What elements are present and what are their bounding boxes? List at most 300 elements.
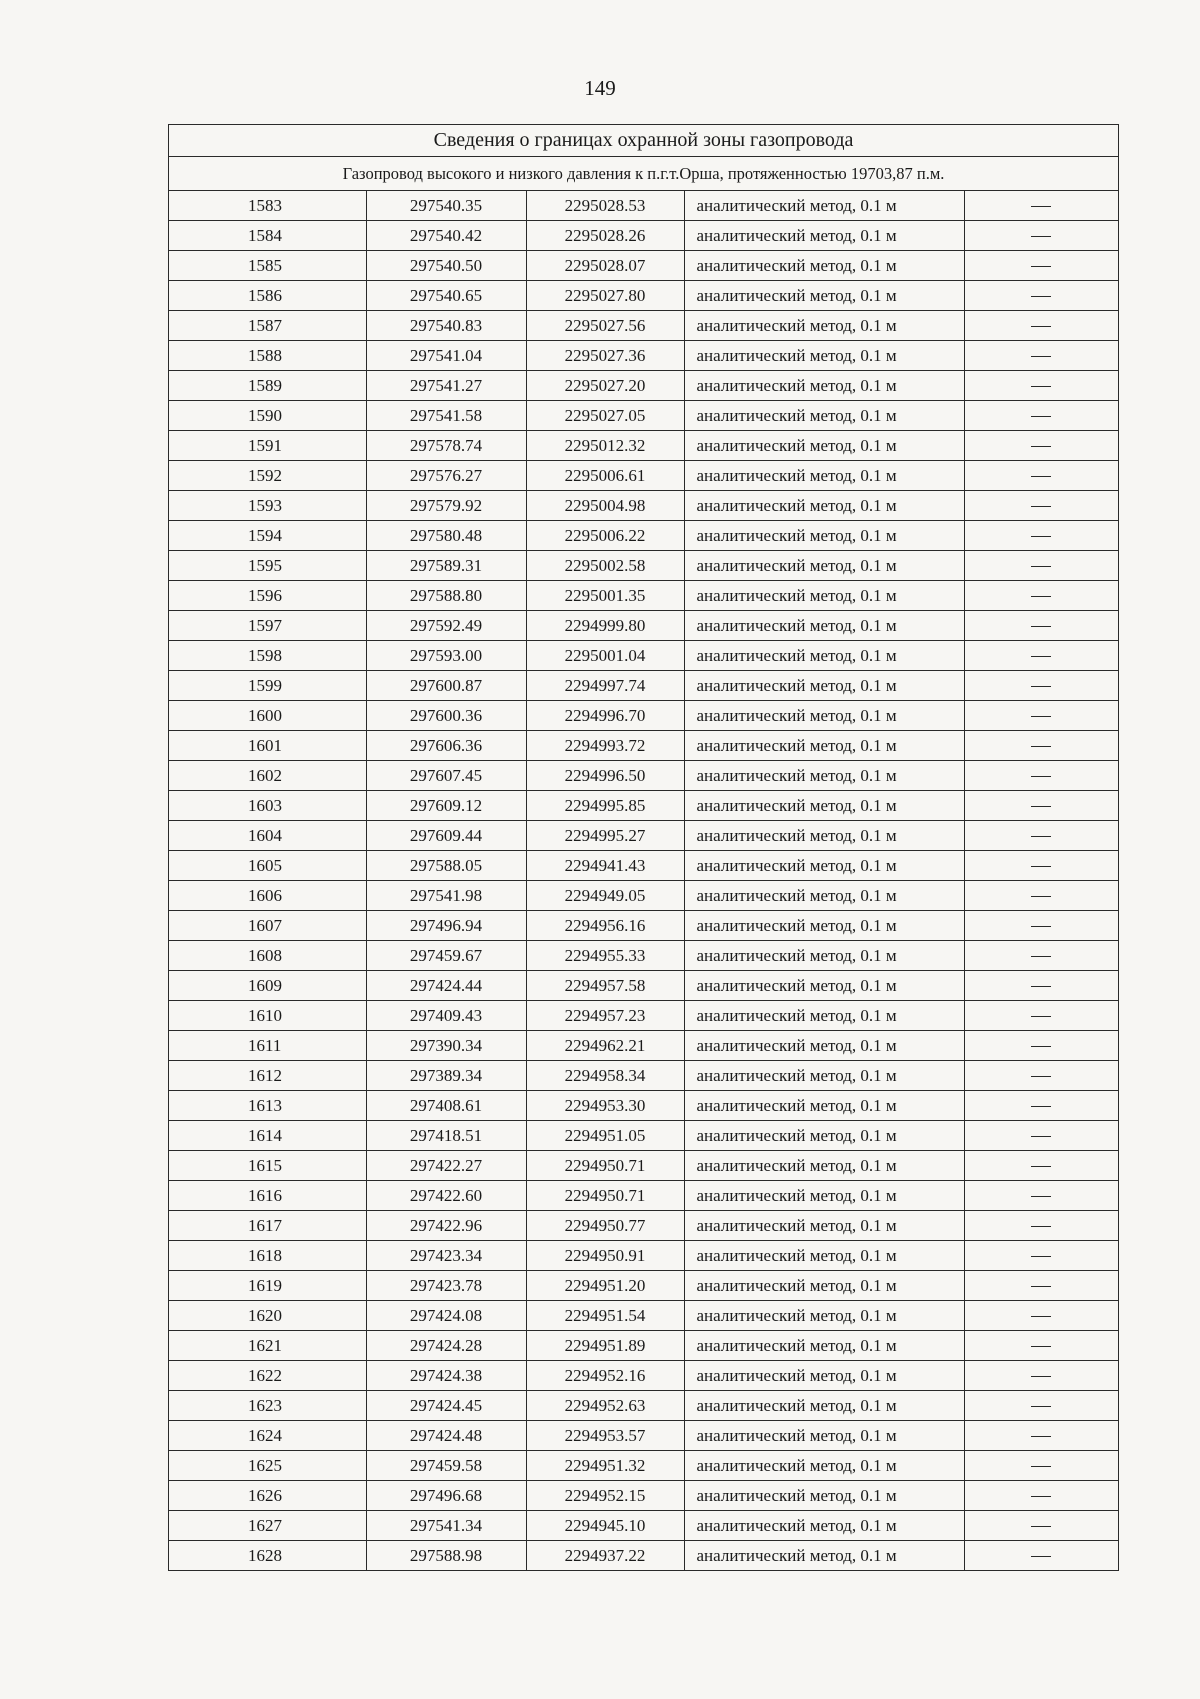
table-row [169,221,1118,251]
empty-value-dash [1031,1436,1051,1437]
description-cell [964,701,1118,731]
method-cell: аналитический метод, 0.1 м [684,641,964,671]
empty-value-dash [1031,356,1051,357]
y-coordinate-cell: 2294951.05 [526,1121,684,1151]
description-cell [964,761,1118,791]
x-coordinate-cell: 297593.00 [366,641,526,671]
method-cell: аналитический метод, 0.1 м [684,1001,964,1031]
method-cell: аналитический метод, 0.1 м [684,881,964,911]
description-cell [964,461,1118,491]
x-coordinate-cell: 297424.44 [366,971,526,1001]
description-cell [964,1421,1118,1451]
point-number-cell: 1618 [169,1241,366,1271]
table-row [169,881,1118,911]
table-row [169,1301,1118,1331]
x-coordinate-cell: 297576.27 [366,461,526,491]
x-coordinate-cell: 297606.36 [366,731,526,761]
point-number-cell: 1583 [169,191,366,221]
table-row [169,671,1118,701]
table-row [169,1331,1118,1361]
coordinates-table [169,191,1118,1570]
description-cell [964,1241,1118,1271]
empty-value-dash [1031,236,1051,237]
y-coordinate-cell: 2295004.98 [526,491,684,521]
empty-value-dash [1031,836,1051,837]
description-cell [964,1031,1118,1061]
empty-value-dash [1031,1076,1051,1077]
page-number: 149 [584,76,616,100]
description-cell [964,1061,1118,1091]
point-number-cell: 1623 [169,1391,366,1421]
x-coordinate-cell: 297424.28 [366,1331,526,1361]
point-number-cell: 1619 [169,1271,366,1301]
x-coordinate-cell: 297588.98 [366,1541,526,1571]
description-cell [964,1481,1118,1511]
description-cell [964,791,1118,821]
point-number-cell: 1598 [169,641,366,671]
method-cell: аналитический метод, 0.1 м [684,851,964,881]
point-number-cell: 1584 [169,221,366,251]
empty-value-dash [1031,656,1051,657]
point-number-cell: 1609 [169,971,366,1001]
point-number-cell: 1597 [169,611,366,641]
description-cell [964,521,1118,551]
description-cell [964,281,1118,311]
y-coordinate-cell: 2294951.32 [526,1451,684,1481]
empty-value-dash [1031,1526,1051,1527]
point-number-cell: 1627 [169,1511,366,1541]
method-cell: аналитический метод, 0.1 м [684,731,964,761]
empty-value-dash [1031,746,1051,747]
x-coordinate-cell: 297408.61 [366,1091,526,1121]
table-row [169,971,1118,1001]
y-coordinate-cell: 2295006.22 [526,521,684,551]
point-number-cell: 1616 [169,1181,366,1211]
description-cell [964,551,1118,581]
table-row [169,731,1118,761]
description-cell [964,1121,1118,1151]
empty-value-dash [1031,446,1051,447]
table-row [169,491,1118,521]
empty-value-dash [1031,686,1051,687]
y-coordinate-cell: 2294941.43 [526,851,684,881]
description-cell [964,821,1118,851]
empty-value-dash [1031,926,1051,927]
y-coordinate-cell: 2294957.58 [526,971,684,1001]
table-row [169,191,1118,221]
empty-value-dash [1031,626,1051,627]
point-number-cell: 1626 [169,1481,366,1511]
y-coordinate-cell: 2295001.35 [526,581,684,611]
x-coordinate-cell: 297424.08 [366,1301,526,1331]
x-coordinate-cell: 297541.27 [366,371,526,401]
table-row [169,341,1118,371]
x-coordinate-cell: 297424.45 [366,1391,526,1421]
table-row [169,551,1118,581]
method-cell: аналитический метод, 0.1 м [684,551,964,581]
y-coordinate-cell: 2294949.05 [526,881,684,911]
description-cell [964,221,1118,251]
description-cell [964,1271,1118,1301]
point-number-cell: 1589 [169,371,366,401]
y-coordinate-cell: 2294953.57 [526,1421,684,1451]
table-row [169,371,1118,401]
y-coordinate-cell: 2294951.89 [526,1331,684,1361]
empty-value-dash [1031,1016,1051,1017]
y-coordinate-cell: 2294952.16 [526,1361,684,1391]
table-row [169,1091,1118,1121]
description-cell [964,491,1118,521]
method-cell: аналитический метод, 0.1 м [684,1541,964,1571]
y-coordinate-cell: 2294962.21 [526,1031,684,1061]
empty-value-dash [1031,866,1051,867]
point-number-cell: 1599 [169,671,366,701]
method-cell: аналитический метод, 0.1 м [684,341,964,371]
empty-value-dash [1031,1136,1051,1137]
x-coordinate-cell: 297422.60 [366,1181,526,1211]
table-row [169,281,1118,311]
table-row [169,1121,1118,1151]
point-number-cell: 1586 [169,281,366,311]
method-cell: аналитический метод, 0.1 м [684,1241,964,1271]
table-row [169,1031,1118,1061]
empty-value-dash [1031,296,1051,297]
description-cell [964,641,1118,671]
point-number-cell: 1606 [169,881,366,911]
empty-value-dash [1031,266,1051,267]
x-coordinate-cell: 297424.38 [366,1361,526,1391]
description-cell [964,1091,1118,1121]
description-cell [964,311,1118,341]
method-cell: аналитический метод, 0.1 м [684,581,964,611]
method-cell: аналитический метод, 0.1 м [684,281,964,311]
point-number-cell: 1628 [169,1541,366,1571]
x-coordinate-cell: 297607.45 [366,761,526,791]
description-cell [964,1001,1118,1031]
table-row [169,251,1118,281]
method-cell: аналитический метод, 0.1 м [684,401,964,431]
table-row [169,821,1118,851]
empty-value-dash [1031,416,1051,417]
x-coordinate-cell: 297609.12 [366,791,526,821]
description-cell [964,581,1118,611]
empty-value-dash [1031,596,1051,597]
table-row [169,521,1118,551]
y-coordinate-cell: 2294937.22 [526,1541,684,1571]
empty-value-dash [1031,1196,1051,1197]
x-coordinate-cell: 297540.65 [366,281,526,311]
y-coordinate-cell: 2295027.20 [526,371,684,401]
description-cell [964,1391,1118,1421]
table-row [169,1241,1118,1271]
table-row [169,791,1118,821]
method-cell: аналитический метод, 0.1 м [684,1121,964,1151]
y-coordinate-cell: 2294952.63 [526,1391,684,1421]
y-coordinate-cell: 2294997.74 [526,671,684,701]
description-cell [964,251,1118,281]
point-number-cell: 1588 [169,341,366,371]
empty-value-dash [1031,1226,1051,1227]
description-cell [964,1151,1118,1181]
empty-value-dash [1031,506,1051,507]
y-coordinate-cell: 2294951.54 [526,1301,684,1331]
method-cell: аналитический метод, 0.1 м [684,1151,964,1181]
x-coordinate-cell: 297592.49 [366,611,526,641]
method-cell: аналитический метод, 0.1 м [684,521,964,551]
point-number-cell: 1603 [169,791,366,821]
empty-value-dash [1031,986,1051,987]
x-coordinate-cell: 297588.80 [366,581,526,611]
description-cell [964,1511,1118,1541]
method-cell: аналитический метод, 0.1 м [684,1271,964,1301]
x-coordinate-cell: 297578.74 [366,431,526,461]
method-cell: аналитический метод, 0.1 м [684,1031,964,1061]
table-row [169,461,1118,491]
table-row [169,1001,1118,1031]
description-cell [964,1211,1118,1241]
table-row [169,1481,1118,1511]
y-coordinate-cell: 2294950.71 [526,1181,684,1211]
y-coordinate-cell: 2294996.50 [526,761,684,791]
x-coordinate-cell: 297540.83 [366,311,526,341]
x-coordinate-cell: 297423.34 [366,1241,526,1271]
x-coordinate-cell: 297541.98 [366,881,526,911]
y-coordinate-cell: 2295027.56 [526,311,684,341]
table-row [169,701,1118,731]
x-coordinate-cell: 297540.35 [366,191,526,221]
empty-value-dash [1031,1256,1051,1257]
point-number-cell: 1611 [169,1031,366,1061]
x-coordinate-cell: 297422.96 [366,1211,526,1241]
description-cell [964,1541,1118,1571]
y-coordinate-cell: 2294950.77 [526,1211,684,1241]
x-coordinate-cell: 297418.51 [366,1121,526,1151]
x-coordinate-cell: 297389.34 [366,1061,526,1091]
x-coordinate-cell: 297541.34 [366,1511,526,1541]
x-coordinate-cell: 297496.94 [366,911,526,941]
y-coordinate-cell: 2295001.04 [526,641,684,671]
y-coordinate-cell: 2294956.16 [526,911,684,941]
boundary-table [168,124,1119,1571]
y-coordinate-cell: 2295002.58 [526,551,684,581]
description-cell [964,941,1118,971]
point-number-cell: 1595 [169,551,366,581]
point-number-cell: 1617 [169,1211,366,1241]
point-number-cell: 1592 [169,461,366,491]
x-coordinate-cell: 297609.44 [366,821,526,851]
x-coordinate-cell: 297588.05 [366,851,526,881]
table-row [169,941,1118,971]
point-number-cell: 1605 [169,851,366,881]
x-coordinate-cell: 297540.42 [366,221,526,251]
x-coordinate-cell: 297390.34 [366,1031,526,1061]
y-coordinate-cell: 2294995.85 [526,791,684,821]
empty-value-dash [1031,386,1051,387]
method-cell: аналитический метод, 0.1 м [684,461,964,491]
table-row [169,431,1118,461]
description-cell [964,1361,1118,1391]
method-cell: аналитический метод, 0.1 м [684,1211,964,1241]
description-cell [964,1301,1118,1331]
point-number-cell: 1594 [169,521,366,551]
empty-value-dash [1031,1286,1051,1287]
empty-value-dash [1031,1046,1051,1047]
empty-value-dash [1031,956,1051,957]
y-coordinate-cell: 2294955.33 [526,941,684,971]
point-number-cell: 1587 [169,311,366,341]
table-title: Сведения о границах охранной зоны газопровода [169,125,1118,157]
y-coordinate-cell: 2295028.07 [526,251,684,281]
empty-value-dash [1031,326,1051,327]
point-number-cell: 1602 [169,761,366,791]
y-coordinate-cell: 2294995.27 [526,821,684,851]
empty-value-dash [1031,1406,1051,1407]
x-coordinate-cell: 297579.92 [366,491,526,521]
y-coordinate-cell: 2294951.20 [526,1271,684,1301]
y-coordinate-cell: 2295006.61 [526,461,684,491]
method-cell: аналитический метод, 0.1 м [684,1481,964,1511]
point-number-cell: 1625 [169,1451,366,1481]
table-row [169,1511,1118,1541]
description-cell [964,371,1118,401]
y-coordinate-cell: 2295027.80 [526,281,684,311]
description-cell [964,1331,1118,1361]
x-coordinate-cell: 297600.36 [366,701,526,731]
y-coordinate-cell: 2294996.70 [526,701,684,731]
method-cell: аналитический метод, 0.1 м [684,701,964,731]
description-cell [964,1451,1118,1481]
point-number-cell: 1615 [169,1151,366,1181]
point-number-cell: 1607 [169,911,366,941]
description-cell [964,971,1118,1001]
empty-value-dash [1031,206,1051,207]
x-coordinate-cell: 297496.68 [366,1481,526,1511]
description-cell [964,911,1118,941]
method-cell: аналитический метод, 0.1 м [684,431,964,461]
point-number-cell: 1596 [169,581,366,611]
table-row [169,1391,1118,1421]
method-cell: аналитический метод, 0.1 м [684,1301,964,1331]
x-coordinate-cell: 297424.48 [366,1421,526,1451]
point-number-cell: 1610 [169,1001,366,1031]
table-row [169,911,1118,941]
method-cell: аналитический метод, 0.1 м [684,491,964,521]
point-number-cell: 1622 [169,1361,366,1391]
method-cell: аналитический метод, 0.1 м [684,971,964,1001]
description-cell [964,851,1118,881]
method-cell: аналитический метод, 0.1 м [684,611,964,641]
description-cell [964,1181,1118,1211]
point-number-cell: 1613 [169,1091,366,1121]
y-coordinate-cell: 2295027.36 [526,341,684,371]
y-coordinate-cell: 2294958.34 [526,1061,684,1091]
y-coordinate-cell: 2294993.72 [526,731,684,761]
description-cell [964,341,1118,371]
point-number-cell: 1620 [169,1301,366,1331]
description-cell [964,731,1118,761]
method-cell: аналитический метод, 0.1 м [684,1451,964,1481]
point-number-cell: 1601 [169,731,366,761]
method-cell: аналитический метод, 0.1 м [684,1421,964,1451]
y-coordinate-cell: 2295012.32 [526,431,684,461]
point-number-cell: 1624 [169,1421,366,1451]
method-cell: аналитический метод, 0.1 м [684,1331,964,1361]
y-coordinate-cell: 2294950.91 [526,1241,684,1271]
method-cell: аналитический метод, 0.1 м [684,1061,964,1091]
description-cell [964,611,1118,641]
table-row [169,761,1118,791]
table-subtitle: Газопровод высокого и низкого давления к п.г.т.Орша, протяженностью 19703,87 п.м. [169,157,1118,191]
x-coordinate-cell: 297423.78 [366,1271,526,1301]
empty-value-dash [1031,566,1051,567]
y-coordinate-cell: 2294953.30 [526,1091,684,1121]
method-cell: аналитический метод, 0.1 м [684,1511,964,1541]
x-coordinate-cell: 297541.04 [366,341,526,371]
table-row [169,311,1118,341]
point-number-cell: 1621 [169,1331,366,1361]
table-row [169,1421,1118,1451]
y-coordinate-cell: 2294952.15 [526,1481,684,1511]
table-row [169,1451,1118,1481]
method-cell: аналитический метод, 0.1 м [684,671,964,701]
description-cell [964,401,1118,431]
empty-value-dash [1031,716,1051,717]
empty-value-dash [1031,1376,1051,1377]
description-cell [964,881,1118,911]
empty-value-dash [1031,536,1051,537]
method-cell: аналитический метод, 0.1 м [684,941,964,971]
method-cell: аналитический метод, 0.1 м [684,221,964,251]
method-cell: аналитический метод, 0.1 м [684,311,964,341]
x-coordinate-cell: 297600.87 [366,671,526,701]
y-coordinate-cell: 2295028.26 [526,221,684,251]
table-row [169,401,1118,431]
coordinates-table-body [169,191,1118,1570]
table-row [169,851,1118,881]
x-coordinate-cell: 297459.67 [366,941,526,971]
table-row [169,1151,1118,1181]
point-number-cell: 1593 [169,491,366,521]
y-coordinate-cell: 2294957.23 [526,1001,684,1031]
empty-value-dash [1031,776,1051,777]
empty-value-dash [1031,806,1051,807]
method-cell: аналитический метод, 0.1 м [684,761,964,791]
method-cell: аналитический метод, 0.1 м [684,191,964,221]
method-cell: аналитический метод, 0.1 м [684,791,964,821]
description-cell [964,191,1118,221]
table-row [169,1061,1118,1091]
table-row [169,1181,1118,1211]
description-cell [964,431,1118,461]
method-cell: аналитический метод, 0.1 м [684,371,964,401]
y-coordinate-cell: 2294945.10 [526,1511,684,1541]
point-number-cell: 1585 [169,251,366,281]
empty-value-dash [1031,476,1051,477]
empty-value-dash [1031,1346,1051,1347]
description-cell [964,671,1118,701]
x-coordinate-cell: 297422.27 [366,1151,526,1181]
empty-value-dash [1031,896,1051,897]
empty-value-dash [1031,1556,1051,1557]
x-coordinate-cell: 297541.58 [366,401,526,431]
method-cell: аналитический метод, 0.1 м [684,911,964,941]
point-number-cell: 1590 [169,401,366,431]
method-cell: аналитический метод, 0.1 м [684,1361,964,1391]
method-cell: аналитический метод, 0.1 м [684,1391,964,1421]
table-row [169,581,1118,611]
point-number-cell: 1614 [169,1121,366,1151]
empty-value-dash [1031,1166,1051,1167]
